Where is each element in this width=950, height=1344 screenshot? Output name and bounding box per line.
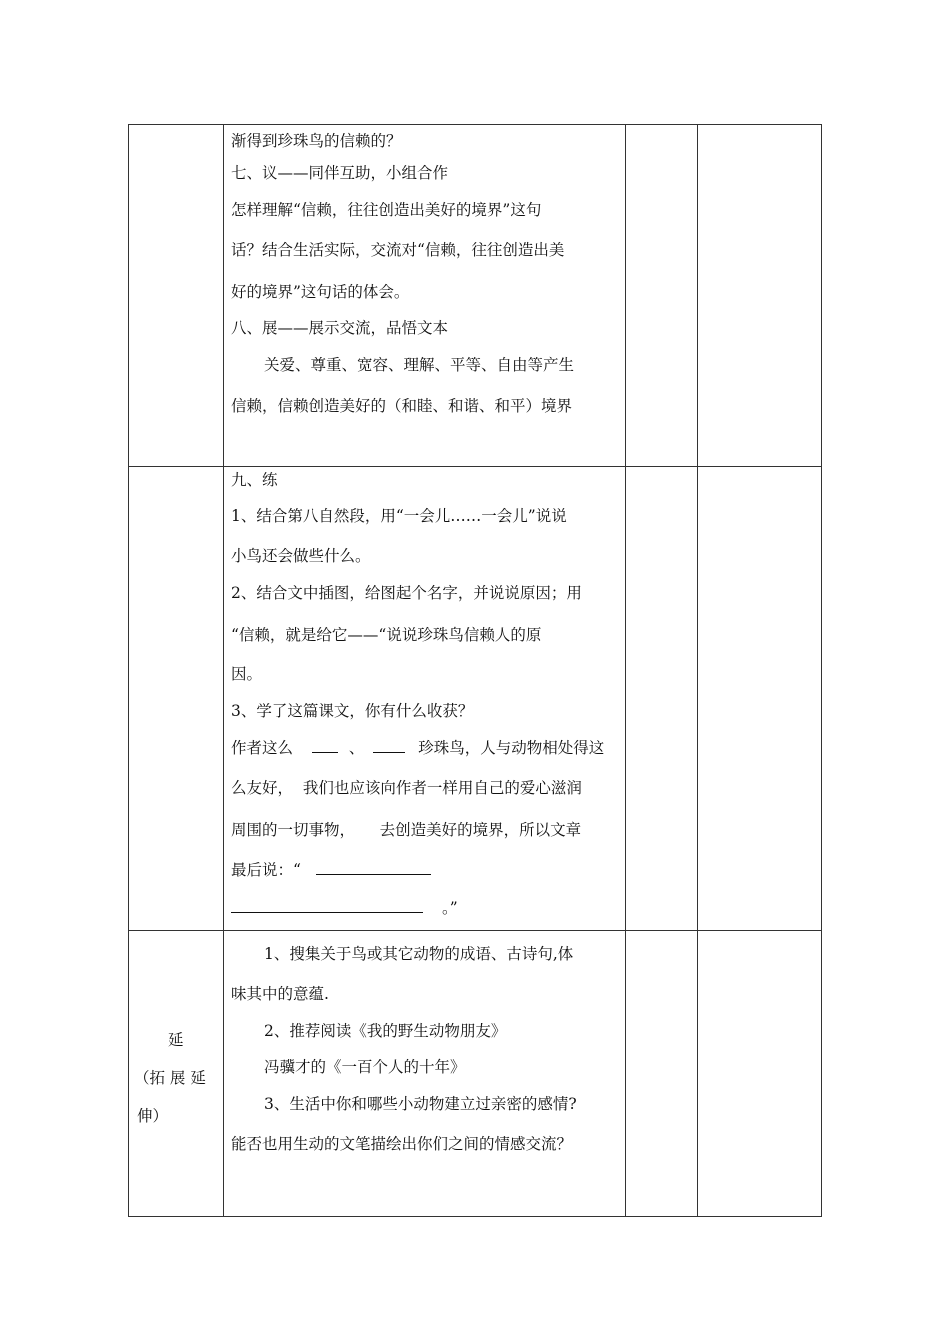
content-line: 味其中的意蕴. [231,985,329,1003]
row-label: （拓 展 延 [134,1069,206,1087]
content-line: 怎样理解“信赖，往往创造出美好的境界”这句 [231,201,542,219]
table-column-divider [697,124,698,1217]
content-line: 2、推荐阅读《我的野生动物朋友》 [264,1022,507,1040]
content-line: 冯骥才的《一百个人的十年》 [264,1058,466,1076]
content-line: 2、结合文中插图，给图起个名字，并说说原因；用 [231,584,582,602]
fill-in-line [231,860,431,880]
content-line: “信赖，就是给它——“说说珍珠鸟信赖人的原 [231,626,542,644]
separator: 、 [348,739,365,757]
content-line: 话？结合生活实际，交流对“信赖，往往创造出美 [231,241,565,259]
fill-in-prefix: 作者这么 [231,739,294,757]
content-line: 好的境界”这句话的体会。 [231,283,410,301]
content-line: 信赖，信赖创造美好的（和睦、和谐、和平）境界 [231,397,573,415]
answer-blank[interactable] [231,898,423,913]
section-heading: 九、练 [231,471,278,489]
row-label: 伸） [137,1107,169,1125]
content-line: 小鸟还会做些什么。 [231,547,371,565]
table-row-divider [128,466,822,467]
section-heading: 七、议——同伴互助，小组合作 [231,164,449,182]
content-line: 能否也用生动的文笔描绘出你们之间的情感交流？ [231,1135,573,1153]
answer-blank[interactable] [316,860,431,875]
content-line: 因。 [231,665,263,683]
fill-in-line [231,738,604,758]
content-line: 3、学了这篇课文，你有什么收获？ [231,702,474,720]
content-line: 么友好， 我们也应该向作者一样用自己的爱心滋润 [231,779,582,797]
answer-blank[interactable] [312,738,338,753]
content-line: 关爱、尊重、宽容、理解、平等、自由等产生 [264,356,575,374]
table-row-divider [128,930,822,931]
row-label: 延 [168,1031,184,1049]
fill-in-line [231,898,458,918]
answer-blank[interactable] [373,738,405,753]
table-column-divider [625,124,626,1217]
section-heading: 八、展——展示交流，品悟文本 [231,319,449,337]
content-line: 渐得到珍珠鸟的信赖的？ [231,132,402,150]
content-line: 1、结合第八自然段，用“一会儿……一会儿”说说 [231,507,567,525]
content-line: 1、搜集关于鸟或其它动物的成语、古诗句,体 [264,945,574,963]
fill-in-suffix: 珍珠鸟，人与动物相处得这 [418,739,605,757]
table-column-divider [223,124,224,1217]
quote-prefix: 最后说：“ [231,861,301,879]
quote-suffix: 。” [441,899,458,917]
content-line: 周围的一切事物， 去创造美好的境界，所以文章 [231,821,582,839]
content-line: 3、生活中你和哪些小动物建立过亲密的感情? [264,1095,577,1113]
